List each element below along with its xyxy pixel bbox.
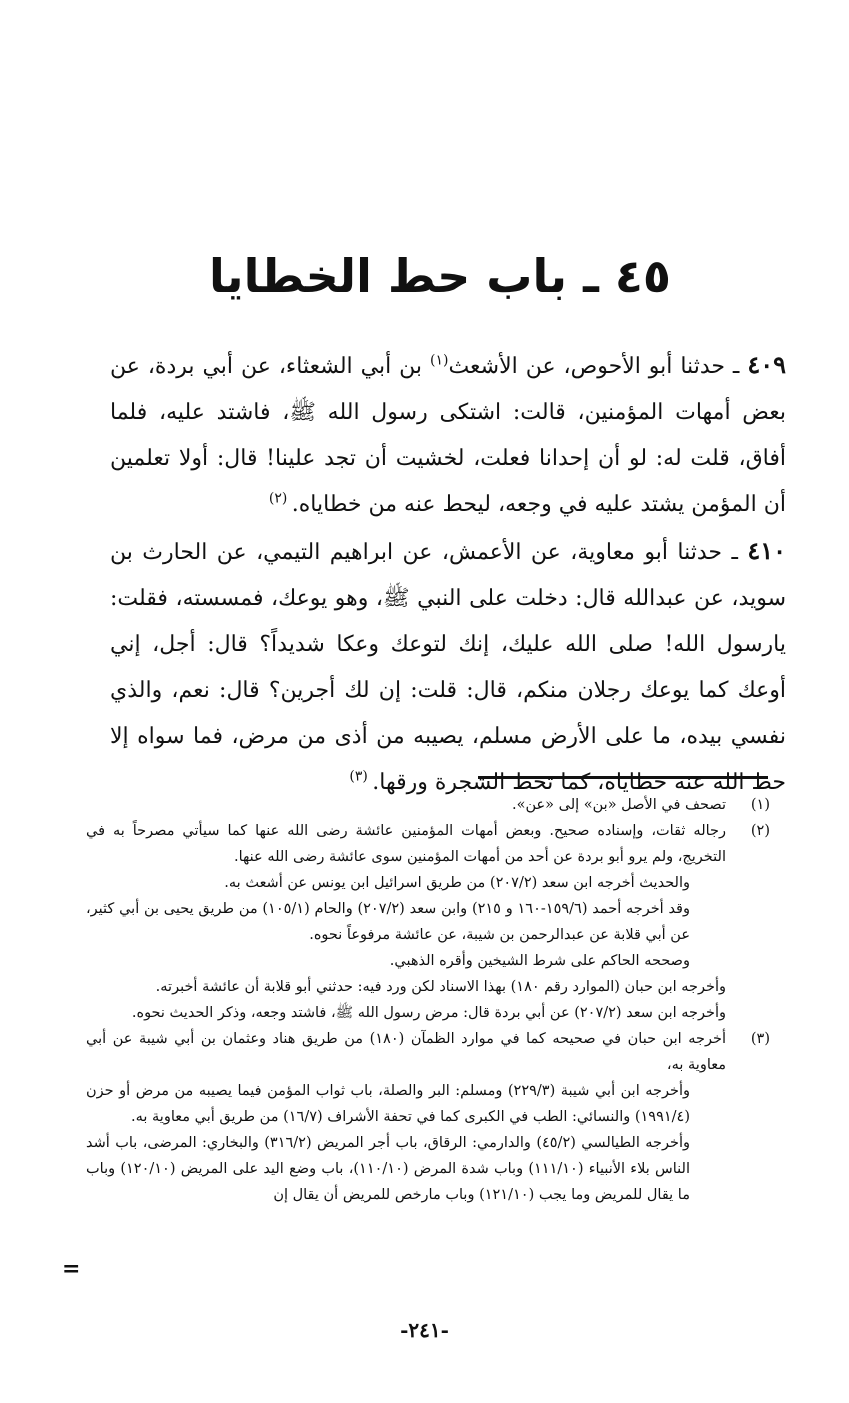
hadith-410: [110, 528, 786, 806]
footnote-line: وقد أخرجه أحمد (١٥٩/٦-١٦٠ و ٢١٥) وابن سعد (٢٠٧/٢) والحام (١٠٥/١) من طريق يحيى بن أبي كثير، عن أبي قلابة عن عبدالرحمن بن شيبة، عن عائشة مرفوعاً نحوه.: [86, 901, 690, 943]
footnote-line: أخرجه ابن حبان في صحيحه كما في موارد الظمآن (١٨٠) من طريق هناد وعثمان بن أبي شيبة عن أبي معاوية به،: [86, 1031, 726, 1073]
hadith-text: بن أبي الشعثاء، عن أبي بردة، عن بعض أمهات المؤمنين، قالت: اشتكى رسول الله ﷺ، فاشتد عليه، فلما أفاق، قلت له: لو أن إحدانا فعلت، لخشيت أن تجد علينا! قال: أولا تعلمين أن المؤمن يشتد عليه في وجعه، ليحط عنه من خطاياه.: [110, 354, 786, 517]
footnote-number: (١): [750, 797, 770, 813]
footnote-line: وأخرجه ابن أبي شيبة (٢٢٩/٣) ومسلم: البر والصلة، باب ثواب المؤمن فيما يصيبه من مرض أو حزن (١٩٩١/٤) والنسائي: الطب في الكبرى كما في تحفة الأشراف (١٦/٧) من طريق أبي معاوية به.: [86, 1083, 690, 1125]
footnote-ref: (٣): [349, 768, 373, 785]
hadith-text: ـ حدثنا أبو معاوية، عن الأعمش، عن ابراهيم التيمي، عن الحارث بن سويد، عن عبدالله قال: دخلت على النبي ﷺ، وهو يوعك، فمسسته، فقلت: يارسول الله! صلى الله عليك، إنك لتوعك وعكا شديداً؟ قال: أجل، إني أوعك كما يوعك رجلان منكم، قال: قلت: إن لك أجرين؟ قال: نعم، والذي نفسي بيده، ما على الأرض مسلم، يصيبه من أذى من مرض، فما سواه إلا حط الله عنه خطاياه، كما تحط الشجرة ورقها.: [110, 540, 786, 795]
footnote-line: وأخرجه الطيالسي (٤٥/٢) والدارمي: الرقاق، باب أجر المريض (٣١٦/٢) والبخاري: المرضى، باب أشد الناس بلاء الأنبياء (١١١/١٠) وباب شدة المرض (١١٠/١٠)، باب وضع اليد على المريض (١٢٠/١٠) وباب ما يقال للمريض وما يجب (١٢١/١٠) وباب مارخص للمريض أن يقال إن: [86, 1135, 691, 1203]
page-number: -٢٤١-: [400, 1318, 449, 1342]
footnote-ref: (١): [429, 352, 449, 369]
footnote-line: وأخرجه ابن حبان (الموارد رقم ١٨٠) بهذا الاسناد لكن ورد فيه: حدثني أبو قلابة أن عائشة أخبرته.: [155, 979, 726, 995]
footnote-line: وأخرجه ابن سعد (٢٠٧/٢) عن أبي بردة قال: مرض رسول الله ﷺ، فاشتد وجعه، وذكر الحديث نحوه.: [131, 1005, 726, 1021]
footnote-ref: (٢): [268, 490, 292, 507]
footnote-3: [86, 1026, 770, 1208]
footnote-line: والحديث أخرجه ابن سعد (٢٠٧/٢) من طريق اسرائيل ابن يونس عن أشعث به.: [224, 875, 690, 891]
hadith-text: ـ حدثنا أبو الأحوص، عن الأشعث: [448, 354, 748, 379]
footnote-line: رجاله ثقات، وإسناده صحيح. وبعض أمهات المؤمنين عائشة رضى الله عنها كما سيأتي مصرحاً به في التخريج، ولم يرو أبو بردة عن أحد من أمهات المؤمنين سوى عائشة رضى الله عنها.: [86, 823, 726, 865]
footnote-2: [86, 818, 770, 1026]
footnote-number: (٢): [750, 823, 770, 839]
continuation-mark: =: [62, 1256, 81, 1282]
footnote-number: (٣): [750, 1031, 770, 1047]
hadith-number: ٤١٠: [747, 536, 786, 565]
hadith-409: [110, 342, 786, 528]
hadith-body: [110, 342, 786, 806]
footnote-separator: [478, 776, 768, 779]
footnote-1: [86, 792, 770, 818]
footnote-line: وصححه الحاكم على شرط الشيخين وأقره الذهبي.: [389, 953, 690, 969]
footnotes: [86, 792, 770, 1208]
chapter-title: ٤٥ ـ باب حط الخطايا: [209, 249, 671, 303]
footnote-line: تصحف في الأصل «بن» إلى «عن».: [511, 797, 726, 813]
hadith-number: ٤٠٩: [747, 350, 786, 379]
